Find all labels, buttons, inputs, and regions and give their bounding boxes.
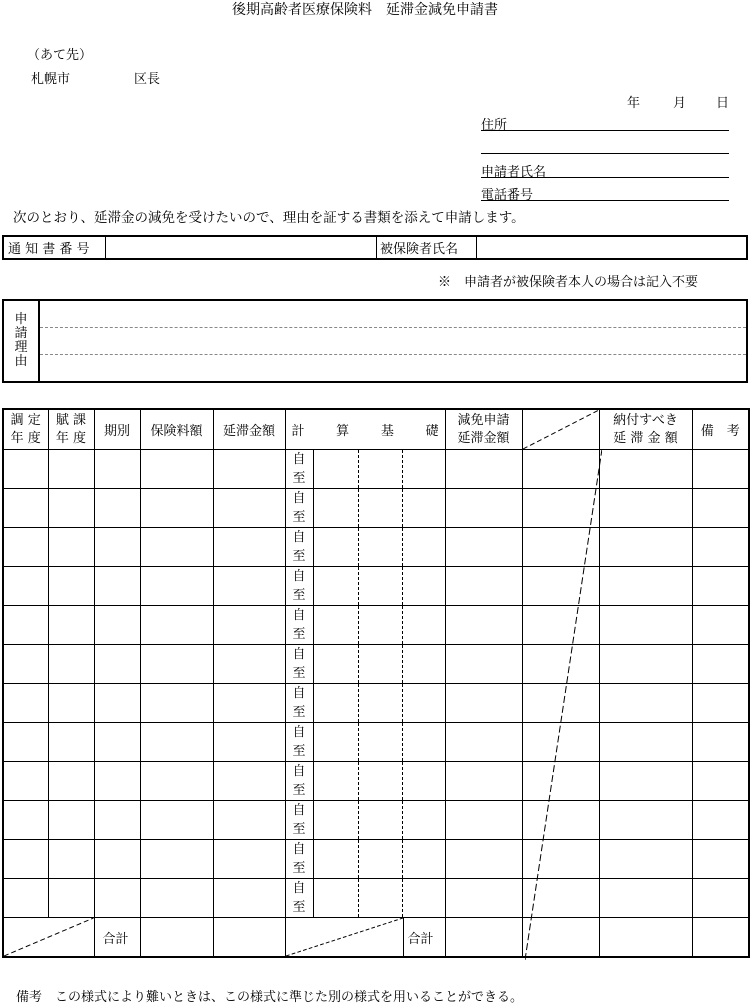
cell-late-fee[interactable] [213,528,285,567]
cell-calc-basis[interactable] [285,606,445,645]
cell-period[interactable] [94,489,140,528]
cell-remarks[interactable] [692,879,749,918]
calc-divider-1 [358,762,359,800]
reason-box [2,299,748,383]
cell-premium[interactable] [140,879,213,918]
calc-divider-2 [402,801,403,839]
table-row [3,801,749,840]
cell-assess-year[interactable] [3,645,48,684]
to-label: 至 [292,821,306,837]
cell-premium[interactable] [140,606,213,645]
header-assess-year-1: 調 定 [10,412,41,428]
cell-levy-year[interactable] [48,645,94,684]
cell-calc-basis[interactable] [285,723,445,762]
reason-label-char-4: 由 [14,354,28,369]
cell-calc-basis[interactable] [285,645,445,684]
cell-assess-year[interactable] [3,723,48,762]
cell-late-fee[interactable] [213,450,285,489]
phone-line [481,200,729,201]
header-period: 期別 [94,409,140,450]
cell-reduction[interactable] [445,879,522,918]
cell-payable[interactable] [599,801,692,840]
cell-levy-year[interactable] [48,684,94,723]
to-label: 至 [292,743,306,759]
cell-levy-year[interactable] [48,762,94,801]
reason-label-char-1: 申 [14,312,28,327]
cell-remarks[interactable] [692,489,749,528]
to-label: 至 [292,587,306,603]
total-remarks[interactable] [692,918,749,958]
cell-late-fee[interactable] [213,879,285,918]
cell-payable[interactable] [599,606,692,645]
table-header-row [3,409,749,450]
cell-reduction[interactable] [445,684,522,723]
from-to-label [286,567,314,605]
page-title: 後期高齢者医療保険料 延滞金減免申請書 [232,2,498,18]
cell-payable[interactable] [599,489,692,528]
total-late-fee[interactable] [213,918,285,958]
to-label: 至 [292,860,306,876]
cell-late-fee[interactable] [213,723,285,762]
cell-late-fee[interactable] [213,489,285,528]
cell-slash [522,567,599,606]
cell-payable[interactable] [599,762,692,801]
total-calc-divider [403,918,404,956]
cell-calc-basis[interactable] [285,684,445,723]
to-label: 至 [292,626,306,642]
addressee-ward-head: 区長 [134,72,161,87]
calc-divider-2 [402,567,403,605]
calc-divider-2 [402,840,403,878]
cell-reduction[interactable] [445,567,522,606]
cell-late-fee[interactable] [213,801,285,840]
cell-assess-year[interactable] [3,606,48,645]
cell-slash [522,879,599,918]
cell-period[interactable] [94,801,140,840]
total-label-1: 合計 [94,918,140,958]
cell-period[interactable] [94,723,140,762]
cell-levy-year[interactable] [48,489,94,528]
table-row [3,840,749,879]
to-label: 至 [292,665,306,681]
addressee-city: 札幌市 [31,72,71,87]
notice-number-field[interactable] [106,236,377,259]
note-text: ※ 申請者が被保険者本人の場合は記入不要 [438,275,699,290]
cell-slash [522,801,599,840]
cell-remarks[interactable] [692,645,749,684]
calc-divider-1 [358,528,359,566]
calc-divider-2 [402,450,403,488]
cell-levy-year[interactable] [48,879,94,918]
calc-basis-char-3: 基 [380,424,394,439]
calc-divider-2 [402,762,403,800]
cell-calc-basis[interactable] [285,762,445,801]
header-premium: 保険料額 [140,409,213,450]
name-line [481,177,729,178]
cell-premium[interactable] [140,723,213,762]
from-to-label [286,684,314,722]
cell-assess-year[interactable] [3,567,48,606]
cell-calc-basis[interactable] [285,801,445,840]
cell-slash [522,450,599,489]
cell-premium[interactable] [140,801,213,840]
reason-dotted-line-1 [40,327,746,328]
header-reduction-1: 減免申請 [457,412,510,428]
cell-assess-year[interactable] [3,762,48,801]
table-row [3,528,749,567]
cell-premium[interactable] [140,645,213,684]
cell-calc-basis[interactable] [285,840,445,879]
header-assess-year-2: 年 度 [10,430,41,446]
from-label: 自 [292,763,306,779]
header-slash-cell [522,409,599,450]
cell-slash [522,528,599,567]
applicant-name-label: 申請者氏名 [481,165,547,180]
to-label: 至 [292,899,306,915]
cell-remarks[interactable] [692,450,749,489]
cell-assess-year[interactable] [3,879,48,918]
calc-divider-2 [402,606,403,644]
footer-note: 備考 この様式により難いときは、この様式に準じた別の様式を用いることができる。 [16,990,524,1005]
cell-levy-year[interactable] [48,567,94,606]
cell-period[interactable] [94,684,140,723]
cell-reduction[interactable] [445,489,522,528]
cell-late-fee[interactable] [213,840,285,879]
cell-remarks[interactable] [692,723,749,762]
table-row [3,606,749,645]
header-late-fee: 延滞金額 [213,409,285,450]
cell-period[interactable] [94,840,140,879]
cell-levy-year[interactable] [48,723,94,762]
calc-divider-2 [402,879,403,917]
table-row [3,489,749,528]
insured-name-label: 被保険者氏名 [377,236,477,259]
addressee-label: （あて先） [27,48,93,63]
applicant-address-label: 住所 [481,118,508,133]
total-reduction[interactable] [445,918,522,958]
calc-divider-1 [358,723,359,761]
total-premium[interactable] [140,918,213,958]
cell-assess-year[interactable] [3,684,48,723]
cell-period[interactable] [94,606,140,645]
cell-period[interactable] [94,450,140,489]
cell-period[interactable] [94,645,140,684]
cell-period[interactable] [94,879,140,918]
header-payable-1: 納付すべき [613,412,678,428]
header-payable [599,409,692,450]
total-payable[interactable] [599,918,692,958]
from-to-label [286,801,314,839]
cell-remarks[interactable] [692,840,749,879]
cell-reduction[interactable] [445,840,522,879]
header-reduction [445,409,522,450]
cell-calc-basis[interactable] [285,450,445,489]
from-to-label [286,723,314,761]
table-row [3,645,749,684]
insured-name-field[interactable] [477,236,748,259]
to-label: 至 [292,704,306,720]
cell-assess-year[interactable] [3,528,48,567]
cell-late-fee[interactable] [213,606,285,645]
cell-payable[interactable] [599,840,692,879]
calc-basis-char-4: 礎 [425,424,439,439]
detail-table [2,408,750,958]
cell-payable[interactable] [599,567,692,606]
cell-remarks[interactable] [692,684,749,723]
cell-premium[interactable] [140,489,213,528]
cell-period[interactable] [94,762,140,801]
date-year: 年 [627,96,641,111]
total-row [3,918,749,958]
total-calc-cell [285,918,445,958]
cell-premium[interactable] [140,450,213,489]
cell-slash [522,606,599,645]
cell-assess-year[interactable] [3,489,48,528]
date-month: 月 [673,96,687,111]
cell-assess-year[interactable] [3,450,48,489]
header-reduction-2: 延滞金額 [457,430,510,446]
cell-reduction[interactable] [445,606,522,645]
from-label: 自 [292,490,306,506]
calc-divider-1 [358,840,359,878]
table-row [3,567,749,606]
cell-slash [522,489,599,528]
cell-premium[interactable] [140,528,213,567]
from-to-label [286,645,314,683]
cell-payable[interactable] [599,645,692,684]
from-to-label [286,606,314,644]
cell-slash [522,723,599,762]
calc-divider-1 [358,645,359,683]
calc-divider-1 [358,606,359,644]
header-calc-basis [285,409,445,450]
from-label: 自 [292,646,306,662]
table-row [3,684,749,723]
reason-label [4,301,40,381]
calc-divider-1 [358,684,359,722]
calc-divider-1 [358,450,359,488]
reason-field[interactable] [40,301,746,381]
from-to-label [286,840,314,878]
applicant-phone-label: 電話番号 [481,188,534,203]
cell-slash [522,762,599,801]
cell-levy-year[interactable] [48,801,94,840]
cell-assess-year[interactable] [3,840,48,879]
header-calc-basis-chars [286,420,445,439]
calc-divider-2 [402,645,403,683]
header-remarks: 備 考 [692,409,749,450]
cell-late-fee[interactable] [213,567,285,606]
cell-premium[interactable] [140,684,213,723]
cell-slash [522,840,599,879]
cell-premium[interactable] [140,762,213,801]
from-label: 自 [292,880,306,896]
calc-basis-char-2: 算 [336,424,350,439]
address-line-2 [481,153,729,154]
calc-divider-2 [402,489,403,527]
to-label: 至 [292,548,306,564]
from-label: 自 [292,724,306,740]
cell-payable[interactable] [599,684,692,723]
calc-divider-1 [358,879,359,917]
reason-dotted-line-2 [40,354,746,355]
cell-premium[interactable] [140,840,213,879]
cell-slash [522,645,599,684]
cell-levy-year[interactable] [48,528,94,567]
calc-divider-1 [358,567,359,605]
from-to-label [286,489,314,527]
header-assess-year [3,409,48,450]
reason-label-char-2: 請 [14,326,28,341]
total-slash-col [522,918,599,958]
date-day: 日 [716,96,730,111]
from-to-label [286,879,314,917]
cell-late-fee[interactable] [213,762,285,801]
cell-period[interactable] [94,567,140,606]
cell-slash [522,684,599,723]
table-row [3,762,749,801]
from-to-label [286,528,314,566]
calc-divider-2 [402,528,403,566]
table-row [3,879,749,918]
from-label: 自 [292,568,306,584]
to-label: 至 [292,509,306,525]
cell-payable[interactable] [599,528,692,567]
cell-payable[interactable] [599,879,692,918]
cell-late-fee[interactable] [213,684,285,723]
cell-reduction[interactable] [445,645,522,684]
cell-remarks[interactable] [692,762,749,801]
cell-reduction[interactable] [445,801,522,840]
from-label: 自 [292,607,306,623]
header-payable-2: 延 滞 金 額 [613,430,678,446]
from-to-label [286,762,314,800]
cell-reduction[interactable] [445,723,522,762]
calc-divider-1 [358,489,359,527]
from-label: 自 [292,802,306,818]
header-levy-year [48,409,94,450]
cell-reduction[interactable] [445,528,522,567]
total-label-2: 合計 [407,932,434,947]
notice-number-label: 通 知 書 番 号 [3,236,106,259]
cell-levy-year[interactable] [48,840,94,879]
cell-assess-year[interactable] [3,801,48,840]
cell-remarks[interactable] [692,567,749,606]
from-label: 自 [292,451,306,467]
header-levy-year-1: 賦 課 [55,412,87,428]
application-statement: 次のとおり、延滞金の減免を受けたいので、理由を証する書類を添えて申請します。 [13,210,525,226]
cell-levy-year[interactable] [48,606,94,645]
cell-calc-basis[interactable] [285,567,445,606]
reason-label-char-3: 理 [14,340,28,355]
cell-late-fee[interactable] [213,645,285,684]
calc-divider-1 [358,801,359,839]
cell-payable[interactable] [599,723,692,762]
calc-basis-char-1: 計 [291,424,305,439]
cell-calc-basis[interactable] [285,528,445,567]
cell-reduction[interactable] [445,762,522,801]
info-table [2,235,748,260]
cell-reduction[interactable] [445,450,522,489]
cell-period[interactable] [94,528,140,567]
cell-levy-year[interactable] [48,450,94,489]
cell-calc-basis[interactable] [285,879,445,918]
calc-divider-2 [402,723,403,761]
calc-divider-2 [402,684,403,722]
total-slash-cell [3,918,94,958]
cell-calc-basis[interactable] [285,489,445,528]
to-label: 至 [292,782,306,798]
cell-payable[interactable] [599,450,692,489]
from-label: 自 [292,529,306,545]
cell-remarks[interactable] [692,606,749,645]
table-row [3,723,749,762]
cell-premium[interactable] [140,567,213,606]
from-label: 自 [292,841,306,857]
cell-remarks[interactable] [692,801,749,840]
cell-remarks[interactable] [692,528,749,567]
from-label: 自 [292,685,306,701]
to-label: 至 [292,470,306,486]
address-line-1 [481,130,729,131]
header-levy-year-2: 年 度 [55,430,87,446]
table-row [3,450,749,489]
from-to-label [286,450,314,488]
